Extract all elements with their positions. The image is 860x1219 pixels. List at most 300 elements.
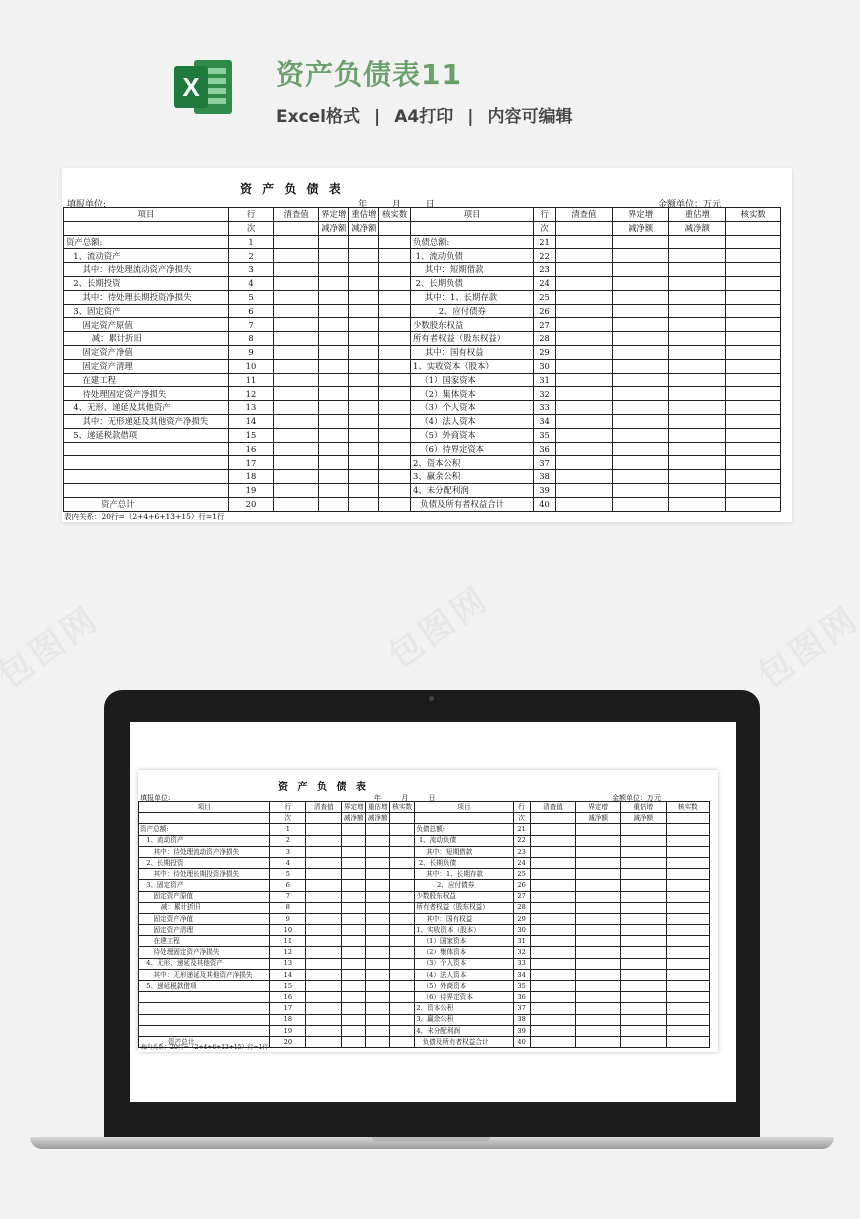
liability-verify-value bbox=[726, 401, 781, 415]
asset-item: 待处理固定资产净损失 bbox=[139, 947, 270, 958]
asset-audit-value bbox=[274, 332, 319, 346]
col-item: 项目 bbox=[139, 802, 270, 813]
liability-item: （6）待界定资本 bbox=[415, 992, 513, 1003]
liability-define-value bbox=[576, 846, 621, 857]
asset-reval-value bbox=[349, 318, 379, 332]
liability-verify-value bbox=[666, 1036, 709, 1047]
liability-line-no: 32 bbox=[534, 387, 556, 401]
table-row bbox=[64, 428, 781, 442]
liability-define-value bbox=[576, 913, 621, 924]
col-row: 行 bbox=[228, 208, 273, 222]
liability-reval-value bbox=[669, 263, 726, 277]
asset-audit-value bbox=[274, 345, 319, 359]
liability-reval-value bbox=[620, 1025, 666, 1036]
asset-verify-value bbox=[390, 936, 415, 947]
col-audit: 清查值 bbox=[306, 802, 342, 813]
asset-line-no: 13 bbox=[270, 958, 306, 969]
liability-line-no: 33 bbox=[513, 958, 530, 969]
asset-define-value bbox=[342, 835, 366, 846]
asset-item bbox=[64, 442, 229, 456]
asset-item: 其中：无形递延及其他资产净损失 bbox=[139, 969, 270, 980]
liability-line-no: 31 bbox=[513, 936, 530, 947]
asset-line-no: 20 bbox=[228, 497, 273, 511]
asset-verify-value bbox=[379, 249, 411, 263]
liability-line-no: 28 bbox=[513, 902, 530, 913]
asset-define-value bbox=[342, 880, 366, 891]
liability-define-value bbox=[613, 414, 669, 428]
liability-audit-value bbox=[555, 470, 612, 484]
liability-reval-value bbox=[620, 857, 666, 868]
asset-define-value bbox=[342, 891, 366, 902]
liability-verify-value bbox=[726, 263, 781, 277]
liability-reval-value bbox=[669, 373, 726, 387]
col-define-sub: 减净额 bbox=[319, 221, 349, 235]
liability-reval-value bbox=[620, 925, 666, 936]
asset-line-no: 5 bbox=[228, 290, 273, 304]
asset-line-no: 10 bbox=[270, 925, 306, 936]
date-label: 年 月 日 bbox=[358, 200, 435, 210]
liability-item: 其中：短期借款 bbox=[411, 263, 534, 277]
asset-verify-value bbox=[379, 483, 411, 497]
asset-audit-value bbox=[274, 497, 319, 511]
liability-item: 1、实收资本（股本） bbox=[411, 359, 534, 373]
table-footnote: 表内关系：20行=（2+4+6+13+15）行=1行 bbox=[64, 512, 225, 521]
asset-item: 固定资产原值 bbox=[64, 318, 229, 332]
liability-line-no: 39 bbox=[534, 483, 556, 497]
asset-verify-value bbox=[390, 1003, 415, 1014]
col-verify: 核实数 bbox=[379, 208, 411, 222]
asset-item: 在建工程 bbox=[139, 936, 270, 947]
asset-verify-value bbox=[390, 857, 415, 868]
asset-line-no: 19 bbox=[270, 1025, 306, 1036]
asset-line-no: 8 bbox=[228, 332, 273, 346]
asset-line-no: 12 bbox=[270, 947, 306, 958]
asset-item: 2、长期投资 bbox=[64, 276, 229, 290]
asset-define-value bbox=[319, 387, 349, 401]
liability-verify-value bbox=[726, 318, 781, 332]
liability-verify-value bbox=[666, 846, 709, 857]
col-item: 项目 bbox=[415, 802, 513, 813]
liability-reval-value bbox=[620, 824, 666, 835]
liability-audit-value bbox=[530, 947, 576, 958]
col-verify: 核实数 bbox=[666, 802, 709, 813]
asset-reval-value bbox=[349, 483, 379, 497]
asset-reval-value bbox=[366, 936, 390, 947]
asset-line-no: 14 bbox=[228, 414, 273, 428]
asset-audit-value bbox=[306, 981, 342, 992]
col-define-sub: 减净额 bbox=[576, 813, 621, 824]
liability-define-value bbox=[613, 345, 669, 359]
asset-item: 资产总计 bbox=[64, 497, 229, 511]
liability-item: 3、赢余公积 bbox=[415, 1014, 513, 1025]
liability-line-no: 29 bbox=[513, 913, 530, 924]
asset-define-value bbox=[319, 235, 349, 249]
liability-line-no: 24 bbox=[534, 276, 556, 290]
asset-item: 在建工程 bbox=[64, 373, 229, 387]
watermark bbox=[0, 592, 108, 698]
liability-line-no: 27 bbox=[513, 891, 530, 902]
liability-define-value bbox=[576, 925, 621, 936]
format-label: Excel格式 bbox=[276, 107, 361, 127]
liability-verify-value bbox=[726, 456, 781, 470]
asset-audit-value bbox=[306, 1036, 342, 1047]
asset-line-no: 8 bbox=[270, 902, 306, 913]
asset-verify-value bbox=[379, 470, 411, 484]
liability-reval-value bbox=[669, 470, 726, 484]
asset-item bbox=[64, 470, 229, 484]
asset-line-no: 2 bbox=[270, 835, 306, 846]
asset-item: 固定资产清理 bbox=[139, 925, 270, 936]
asset-line-no: 11 bbox=[228, 373, 273, 387]
table-row bbox=[139, 992, 710, 1003]
liability-define-value bbox=[576, 1014, 621, 1025]
laptop-notch bbox=[372, 1137, 490, 1142]
liability-audit-value bbox=[530, 1014, 576, 1025]
liability-line-no: 36 bbox=[534, 442, 556, 456]
asset-item: 3、固定资产 bbox=[139, 880, 270, 891]
liability-line-no: 23 bbox=[534, 263, 556, 277]
liability-line-no: 24 bbox=[513, 857, 530, 868]
liability-verify-value bbox=[726, 387, 781, 401]
asset-verify-value bbox=[390, 1036, 415, 1047]
liability-line-no: 39 bbox=[513, 1025, 530, 1036]
liability-define-value bbox=[613, 318, 669, 332]
liability-line-no: 34 bbox=[534, 414, 556, 428]
date-label: 年 月 日 bbox=[374, 794, 436, 802]
liability-define-value bbox=[576, 857, 621, 868]
asset-verify-value bbox=[390, 869, 415, 880]
asset-reval-value bbox=[366, 1025, 390, 1036]
asset-verify-value bbox=[379, 414, 411, 428]
asset-define-value bbox=[319, 276, 349, 290]
table-row bbox=[139, 925, 710, 936]
asset-audit-value bbox=[306, 969, 342, 980]
liability-audit-value bbox=[530, 880, 576, 891]
asset-reval-value bbox=[349, 428, 379, 442]
liability-item: （3）个人资本 bbox=[415, 958, 513, 969]
liability-audit-value bbox=[530, 936, 576, 947]
table-row bbox=[139, 880, 710, 891]
asset-item: 待处理固定资产净损失 bbox=[64, 387, 229, 401]
liability-reval-value bbox=[669, 456, 726, 470]
liability-verify-value bbox=[726, 249, 781, 263]
col-reval-sub: 减净额 bbox=[349, 221, 379, 235]
table-row bbox=[64, 483, 781, 497]
asset-line-no: 16 bbox=[270, 992, 306, 1003]
asset-audit-value bbox=[274, 304, 319, 318]
liability-audit-value bbox=[555, 497, 612, 511]
asset-define-value bbox=[319, 373, 349, 387]
asset-verify-value bbox=[379, 359, 411, 373]
liability-item: （2）集体资本 bbox=[411, 387, 534, 401]
col-reval: 重估增 bbox=[366, 802, 390, 813]
asset-line-no: 18 bbox=[270, 1014, 306, 1025]
liability-line-no: 33 bbox=[534, 401, 556, 415]
liability-item: 少数股东权益 bbox=[411, 318, 534, 332]
print-label: A4打印 bbox=[394, 107, 454, 127]
asset-item: 其中：无形递延及其他资产净损失 bbox=[64, 414, 229, 428]
liability-reval-value bbox=[620, 1014, 666, 1025]
liability-reval-value bbox=[620, 936, 666, 947]
asset-line-no: 5 bbox=[270, 869, 306, 880]
asset-define-value bbox=[342, 936, 366, 947]
money-unit-label: 金额单位：万元 bbox=[612, 794, 661, 802]
liability-reval-value bbox=[620, 913, 666, 924]
asset-item: 其中：待处理长期投资净损失 bbox=[64, 290, 229, 304]
liability-item: 负债总额: bbox=[411, 235, 534, 249]
liability-item: （6）待界定资本 bbox=[411, 442, 534, 456]
asset-item: 1、流动资产 bbox=[64, 249, 229, 263]
col-define: 界定增 bbox=[342, 802, 366, 813]
asset-item: 5、递延税款借项 bbox=[139, 981, 270, 992]
asset-item: 固定资产净值 bbox=[139, 913, 270, 924]
asset-verify-value bbox=[379, 332, 411, 346]
liability-verify-value bbox=[726, 276, 781, 290]
asset-reval-value bbox=[366, 902, 390, 913]
liability-define-value bbox=[576, 1003, 621, 1014]
liability-audit-value bbox=[530, 992, 576, 1003]
liability-define-value bbox=[613, 470, 669, 484]
asset-define-value bbox=[342, 969, 366, 980]
liability-reval-value bbox=[620, 891, 666, 902]
asset-reval-value bbox=[349, 456, 379, 470]
asset-audit-value bbox=[274, 483, 319, 497]
liability-item: 1、流动负债 bbox=[415, 835, 513, 846]
liability-audit-value bbox=[530, 981, 576, 992]
asset-define-value bbox=[319, 456, 349, 470]
asset-verify-value bbox=[379, 276, 411, 290]
header-row bbox=[139, 802, 710, 813]
asset-reval-value bbox=[349, 304, 379, 318]
liability-reval-value bbox=[620, 902, 666, 913]
liability-verify-value bbox=[726, 332, 781, 346]
col-reval: 重估增 bbox=[620, 802, 666, 813]
asset-audit-value bbox=[274, 249, 319, 263]
table-row bbox=[64, 387, 781, 401]
table-row bbox=[64, 359, 781, 373]
asset-verify-value bbox=[390, 902, 415, 913]
asset-line-no: 17 bbox=[270, 1003, 306, 1014]
liability-audit-value bbox=[555, 263, 612, 277]
table-row bbox=[139, 835, 710, 846]
liability-line-no: 28 bbox=[534, 332, 556, 346]
liability-verify-value bbox=[666, 958, 709, 969]
asset-item: 减：累计折旧 bbox=[64, 332, 229, 346]
header-row bbox=[64, 208, 781, 222]
liability-line-no: 27 bbox=[534, 318, 556, 332]
liability-reval-value bbox=[669, 359, 726, 373]
asset-item bbox=[139, 1003, 270, 1014]
asset-audit-value bbox=[306, 936, 342, 947]
liability-item: 其中：国有权益 bbox=[411, 345, 534, 359]
liability-reval-value bbox=[620, 1003, 666, 1014]
liability-item: （5）外商资本 bbox=[415, 981, 513, 992]
col-verify: 核实数 bbox=[390, 802, 415, 813]
liability-verify-value bbox=[666, 835, 709, 846]
asset-item: 3、固定资产 bbox=[64, 304, 229, 318]
liability-item: 2、资本公积 bbox=[415, 1003, 513, 1014]
liability-audit-value bbox=[555, 414, 612, 428]
asset-verify-value bbox=[390, 969, 415, 980]
excel-logo-letter: X bbox=[182, 72, 200, 102]
asset-verify-value bbox=[390, 880, 415, 891]
asset-line-no: 7 bbox=[270, 891, 306, 902]
col-audit: 清查值 bbox=[555, 208, 612, 222]
asset-item: 资产总额: bbox=[139, 824, 270, 835]
col-define: 界定增 bbox=[576, 802, 621, 813]
balance-sheet-screen bbox=[138, 770, 718, 1052]
asset-reval-value bbox=[366, 913, 390, 924]
asset-define-value bbox=[342, 857, 366, 868]
asset-verify-value bbox=[379, 318, 411, 332]
asset-audit-value bbox=[274, 442, 319, 456]
header-row bbox=[64, 221, 781, 235]
liability-audit-value bbox=[555, 387, 612, 401]
asset-item bbox=[64, 483, 229, 497]
col-audit: 清查值 bbox=[530, 802, 576, 813]
liability-line-no: 30 bbox=[534, 359, 556, 373]
asset-reval-value bbox=[366, 891, 390, 902]
liability-item: 负债及所有者权益合计 bbox=[415, 1036, 513, 1047]
liability-line-no: 22 bbox=[534, 249, 556, 263]
asset-item: 固定资产净值 bbox=[64, 345, 229, 359]
asset-define-value bbox=[342, 981, 366, 992]
liability-reval-value bbox=[669, 332, 726, 346]
asset-verify-value bbox=[379, 497, 411, 511]
liability-reval-value bbox=[620, 846, 666, 857]
page-header bbox=[0, 0, 860, 150]
liability-line-no: 31 bbox=[534, 373, 556, 387]
liability-audit-value bbox=[530, 913, 576, 924]
liability-verify-value bbox=[666, 913, 709, 924]
liability-item: （1）国家资本 bbox=[415, 936, 513, 947]
asset-define-value bbox=[342, 925, 366, 936]
asset-define-value bbox=[319, 359, 349, 373]
liability-audit-value bbox=[530, 824, 576, 835]
liability-item: （4）法人资本 bbox=[411, 414, 534, 428]
asset-line-no: 13 bbox=[228, 401, 273, 415]
asset-line-no: 7 bbox=[228, 318, 273, 332]
liability-audit-value bbox=[555, 428, 612, 442]
asset-reval-value bbox=[349, 373, 379, 387]
liability-item: 负债及所有者权益合计 bbox=[411, 497, 534, 511]
liability-audit-value bbox=[555, 290, 612, 304]
liability-verify-value bbox=[666, 1025, 709, 1036]
asset-line-no: 3 bbox=[228, 263, 273, 277]
liability-define-value bbox=[613, 373, 669, 387]
liability-reval-value bbox=[669, 442, 726, 456]
col-row: 行 bbox=[270, 802, 306, 813]
liability-reval-value bbox=[669, 387, 726, 401]
asset-reval-value bbox=[349, 470, 379, 484]
table-row bbox=[139, 869, 710, 880]
liability-line-no: 25 bbox=[513, 869, 530, 880]
asset-define-value bbox=[342, 1025, 366, 1036]
asset-line-no: 9 bbox=[228, 345, 273, 359]
liability-define-value bbox=[613, 442, 669, 456]
asset-audit-value bbox=[274, 276, 319, 290]
asset-audit-value bbox=[274, 470, 319, 484]
liability-reval-value bbox=[620, 835, 666, 846]
asset-define-value bbox=[342, 913, 366, 924]
liability-item: 1、实收资本（股本） bbox=[415, 925, 513, 936]
asset-audit-value bbox=[306, 913, 342, 924]
liability-line-no: 22 bbox=[513, 835, 530, 846]
liability-line-no: 26 bbox=[534, 304, 556, 318]
liability-item: 2、应付债券 bbox=[415, 880, 513, 891]
asset-audit-value bbox=[306, 958, 342, 969]
liability-verify-value bbox=[726, 290, 781, 304]
separator: | bbox=[467, 107, 474, 127]
liability-audit-value bbox=[555, 249, 612, 263]
table-row bbox=[64, 332, 781, 346]
asset-reval-value bbox=[366, 969, 390, 980]
liability-reval-value bbox=[620, 869, 666, 880]
asset-reval-value bbox=[366, 835, 390, 846]
col-define-sub: 减净额 bbox=[342, 813, 366, 824]
asset-define-value bbox=[319, 483, 349, 497]
asset-define-value bbox=[319, 290, 349, 304]
asset-item: 其中：待处理流动资产净损失 bbox=[64, 263, 229, 277]
liability-verify-value bbox=[666, 947, 709, 958]
asset-verify-value bbox=[390, 992, 415, 1003]
table-row bbox=[64, 470, 781, 484]
liability-line-no: 32 bbox=[513, 947, 530, 958]
asset-audit-value bbox=[274, 318, 319, 332]
liability-item: 其中：1、长期存款 bbox=[411, 290, 534, 304]
table-row bbox=[139, 902, 710, 913]
col-item: 项目 bbox=[411, 208, 534, 222]
liability-verify-value bbox=[666, 880, 709, 891]
liability-define-value bbox=[576, 869, 621, 880]
liability-define-value bbox=[613, 456, 669, 470]
asset-reval-value bbox=[366, 857, 390, 868]
asset-reval-value bbox=[366, 1003, 390, 1014]
asset-audit-value bbox=[306, 891, 342, 902]
liability-verify-value bbox=[666, 936, 709, 947]
liability-define-value bbox=[576, 1025, 621, 1036]
asset-audit-value bbox=[274, 359, 319, 373]
liability-line-no: 35 bbox=[513, 981, 530, 992]
liability-define-value bbox=[576, 824, 621, 835]
asset-audit-value bbox=[306, 925, 342, 936]
asset-define-value bbox=[342, 1036, 366, 1047]
page-title: 资产负债表11 bbox=[276, 58, 462, 91]
asset-verify-value bbox=[379, 373, 411, 387]
liability-verify-value bbox=[726, 235, 781, 249]
asset-define-value bbox=[319, 263, 349, 277]
table-row bbox=[64, 442, 781, 456]
liability-audit-value bbox=[530, 925, 576, 936]
liability-audit-value bbox=[530, 869, 576, 880]
asset-define-value bbox=[319, 428, 349, 442]
table-row bbox=[64, 290, 781, 304]
asset-reval-value bbox=[349, 442, 379, 456]
liability-define-value bbox=[613, 359, 669, 373]
liability-define-value bbox=[613, 304, 669, 318]
liability-line-no: 21 bbox=[534, 235, 556, 249]
asset-line-no: 15 bbox=[270, 981, 306, 992]
asset-audit-value bbox=[274, 456, 319, 470]
liability-audit-value bbox=[555, 235, 612, 249]
col-row-sub: 次 bbox=[228, 221, 273, 235]
col-define: 界定增 bbox=[319, 208, 349, 222]
liability-audit-value bbox=[555, 373, 612, 387]
asset-line-no: 4 bbox=[228, 276, 273, 290]
liability-item: （3）个人资本 bbox=[411, 401, 534, 415]
asset-item: 固定资产清理 bbox=[64, 359, 229, 373]
header-row bbox=[139, 813, 710, 824]
